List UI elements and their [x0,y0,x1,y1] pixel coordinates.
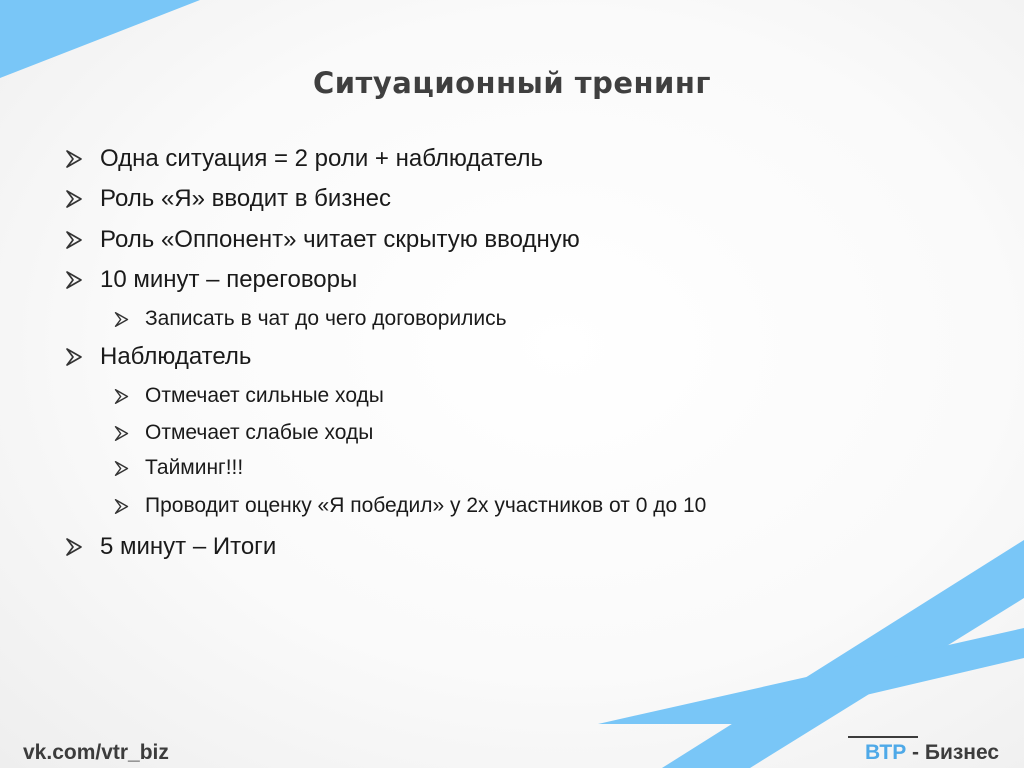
sub-bullet-item [113,494,706,518]
bullet-item [64,343,251,371]
sub-bullet-text: Отмечает слабые ходы [145,421,374,444]
chevron-right-icon [64,270,84,290]
chevron-right-icon [113,425,130,442]
bullet-item [64,145,543,173]
sub-bullet-text: Тайминг!!! [145,456,244,479]
bullet-item [64,266,357,294]
sub-bullet-item [113,421,373,445]
bullet-item [64,226,580,254]
chevron-right-icon [113,388,130,405]
sub-bullet-text: Записать в чат до чего договорились [145,307,507,330]
sub-bullet-text: Отмечает сильные ходы [145,384,384,407]
bullet-text: 5 минут – Итоги [100,533,277,560]
bullet-text: Одна ситуация = 2 роли + наблюдатель [100,145,543,172]
chevron-right-icon [113,311,130,328]
footer-brand [865,741,999,765]
chevron-right-icon [64,189,84,209]
chevron-right-icon [64,537,84,557]
bullet-text: Наблюдатель [100,343,252,370]
bullet-text: Роль «Оппонент» читает скрытую вводную [100,226,580,253]
sub-bullet-item [113,384,384,408]
brand-name: ВТР [865,741,907,764]
bullet-text: 10 минут – переговоры [100,266,358,293]
bullet-item [64,533,276,561]
bullet-text: Роль «Я» вводит в бизнес [100,185,391,212]
chevron-right-icon [113,498,130,515]
bullet-item [64,185,391,213]
brand-suffix: - Бизнес [906,741,1000,764]
slide-title: Ситуационный тренинг [312,66,712,100]
chevron-right-icon [64,230,84,250]
sub-bullet-text: Проводит оценку «Я победил» у 2х участников от 0 до 10 [145,494,707,517]
chevron-right-icon [64,149,84,169]
footer-vk-link[interactable]: vk.com/vtr_biz [23,741,169,764]
brand-underline [848,736,918,738]
sub-bullet-item [113,456,243,480]
chevron-right-icon [64,347,84,367]
sub-bullet-item [113,307,507,331]
chevron-right-icon [113,460,130,477]
